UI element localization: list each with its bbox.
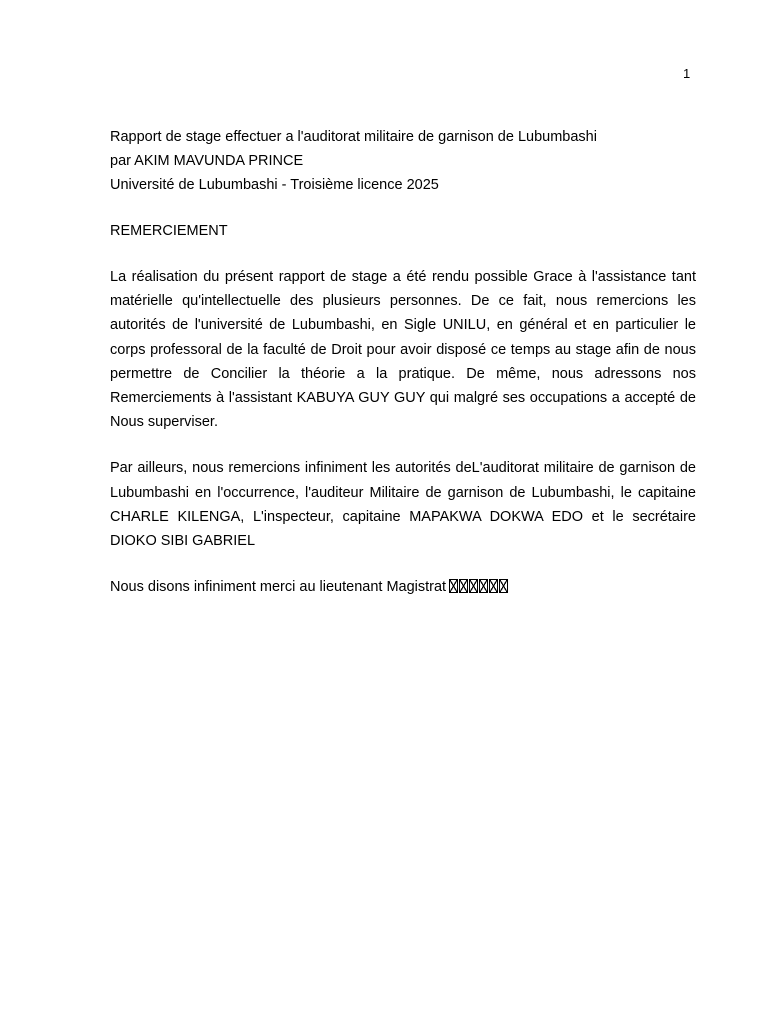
paragraph-acknowledgement-magistrat (110, 575, 696, 599)
missing-glyph-box (499, 579, 508, 593)
page-number: 1 (683, 66, 691, 81)
missing-glyph-boxes (449, 575, 509, 599)
paragraph-text: Nous disons infiniment merci au lieutenant Magistrat (110, 579, 447, 596)
document-header (110, 125, 696, 197)
missing-glyph-box (489, 579, 498, 593)
missing-glyph-box (469, 579, 478, 593)
missing-glyph-box (449, 579, 458, 593)
report-institution: Université de Lubumbashi - Troisième licence 2025 (110, 177, 439, 193)
page-content (110, 125, 696, 599)
paragraph-acknowledgement-university: La réalisation du présent rapport de stage a été rendu possible Grace à l'assistance tant matérielle qu'intellectuelle des plusieurs personnes. De ce fait, nous remercions les autorités de l'université de Lubumbashi, en Sigle UNILU, en général et en particulier le corps professoral de la faculté de Droit pour avoir disposé ce temps au stage afin de nous permettre de Concilier la théorie a la pratique. De même, nous adressons nos Remerciements à l'assistant KABUYA GUY GUY qui malgré ses occupations a accepté de Nous superviser. (110, 269, 696, 431)
report-author: par AKIM MAVUNDA PRINCE (110, 153, 304, 169)
missing-glyph-box (459, 579, 468, 593)
paragraph-acknowledgement-auditorat: Par ailleurs, nous remercions infiniment les autorités deL'auditorat militaire de garnison de Lubumbashi en l'occurrence, l'auditeur Militaire de garnison de Lubumbashi, le capitaine CHARLE KILENGA, L'inspecteur, capitaine MAPAKWA DOKWA EDO et le secrétaire DIOKO SIBI GABRIEL (110, 460, 696, 550)
report-title: Rapport de stage effectuer a l'auditorat militaire de garnison de Lubumbashi (110, 129, 597, 145)
missing-glyph-box (479, 579, 488, 593)
section-title: REMERCIEMENT (110, 223, 228, 239)
